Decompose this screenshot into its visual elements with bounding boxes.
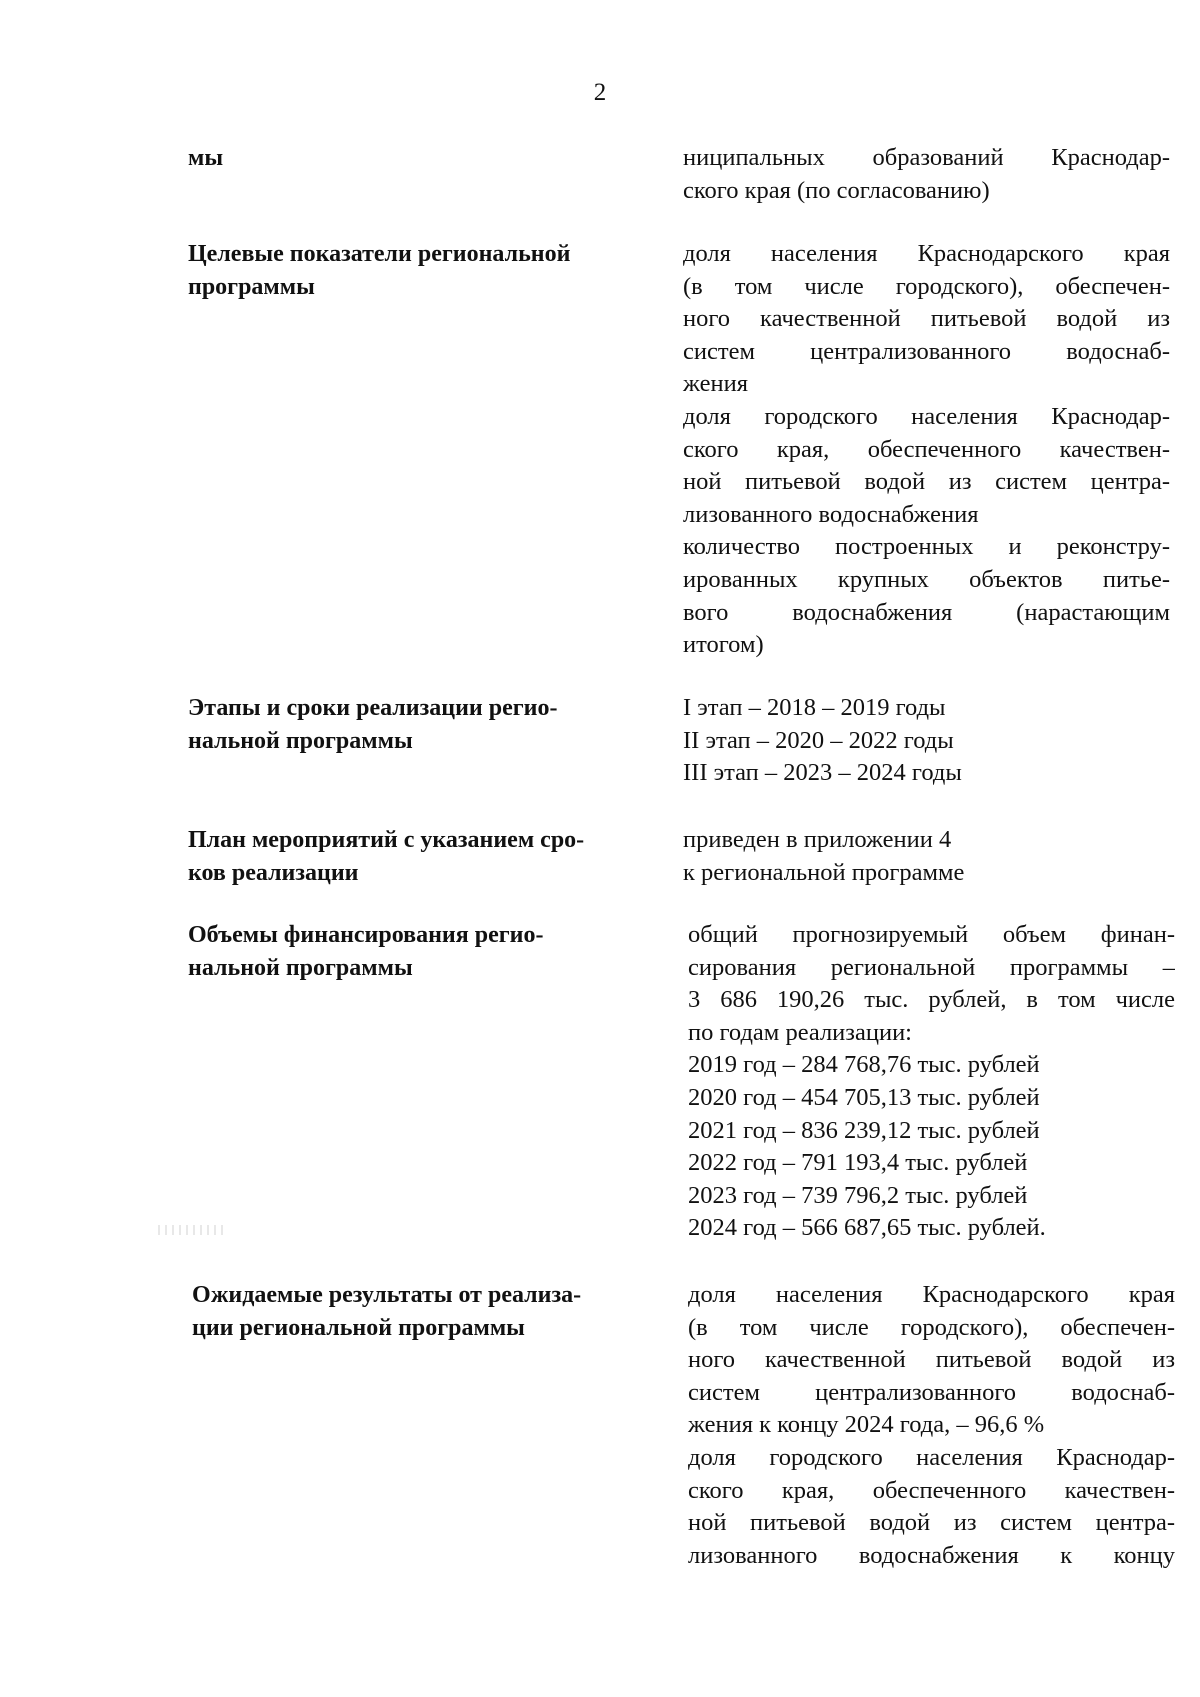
row-label-line: Ожидаемые результаты от реализа- [192,1282,582,1308]
row-label [188,692,658,757]
row-value-line: доля населения Краснодарского края [683,240,1170,267]
row-value-line: ного качественной питьевой водой из [688,1346,1175,1374]
row-value-line: к региональной программе [683,858,965,886]
row-value-line: доля городского населения Краснодар- [683,402,1170,430]
row-label-line: нальной программы [188,954,413,981]
row-label [188,238,658,303]
row-value-line: общий прогнозируемый объем финан- [688,921,1175,948]
row-value-line: ского края, обеспеченного качествен- [688,1476,1175,1504]
row-value-line: ского края, обеспеченного качествен- [683,435,1170,463]
row-value-line: лизованного водоснабжения [683,500,979,528]
row-value-line: (в том числе городского), обеспечен- [683,272,1170,300]
row-value-line: II этап – 2020 – 2022 годы [683,726,954,754]
row-value-line: 3 686 190,26 тыс. рублей, в том числе [688,986,1175,1014]
row-label-line: мы [188,145,224,171]
row-label-line: программы [188,273,315,300]
row-value-line: 2022 год – 791 193,4 тыс. рублей [688,1149,1028,1177]
row-value-line: доля населения Краснодарского края [688,1281,1175,1308]
row-value-line: систем централизованного водоснаб- [683,337,1170,365]
row-value-line: (в том числе городского), обеспечен- [688,1313,1175,1341]
row-value-line: вого водоснабжения (нарастающим [683,598,1170,626]
row-value-line: количество построенных и реконстру- [683,533,1170,561]
row-value [688,919,1175,1245]
row-label-line: нальной программы [188,727,413,754]
row-value-line: по годам реализации: [688,1018,912,1046]
row-value-line: ированных крупных объектов питье- [683,565,1170,593]
row-value-line: итогом) [683,631,764,659]
row-label [188,919,658,984]
row-value-line: сирования региональной программы – [688,953,1175,981]
row-value-line: доля городского населения Краснодар- [688,1443,1175,1471]
row-value-line: 2019 год – 284 768,76 тыс. рублей [688,1051,1040,1079]
row-value-line: систем централизованного водоснаб- [688,1378,1175,1406]
row-label [188,824,658,889]
row-label-line: Этапы и сроки реализации регио- [188,695,558,721]
row-value-line: I этап – 2018 – 2019 годы [683,694,946,721]
row-value-line: жения к концу 2024 года, – 96,6 % [688,1411,1045,1439]
row-value [683,142,1170,207]
row-value-line: приведен в приложении 4 [683,826,952,853]
row-value-line: 2023 год – 739 796,2 тыс. рублей [688,1181,1028,1209]
page-number: 2 [593,79,607,106]
row-value-line: лизованного водоснабжения к концу [688,1541,1175,1569]
row-value-line: жения [683,370,748,398]
row-label [192,1279,662,1344]
row-value-line: 2021 год – 836 239,12 тыс. рублей [688,1116,1040,1144]
row-value-line: 2024 год – 566 687,65 тыс. рублей. [688,1214,1046,1242]
row-value-line: ной питьевой водой из систем центра- [688,1509,1175,1537]
row-label-line: ков реализации [188,859,359,886]
scan-artifact [158,1225,228,1235]
row-value [683,692,1170,790]
row-label-line: План мероприятий с указанием сро- [188,827,585,853]
row-label-line: Целевые показатели региональной [188,241,571,267]
row-label-line: ции региональной программы [192,1314,525,1341]
row-label-line: Объемы финансирования регио- [188,922,544,948]
row-value-line: ного качественной питьевой водой из [683,305,1170,333]
row-value [683,238,1170,662]
row-value-line: ной питьевой водой из систем центра- [683,468,1170,496]
row-value-line: III этап – 2023 – 2024 годы [683,759,962,787]
row-value [683,824,1170,889]
row-value-line: ниципальных образований Краснодар- [683,144,1170,171]
row-label [188,142,658,175]
row-value-line: ского края (по согласованию) [683,176,990,204]
row-value-line: 2020 год – 454 705,13 тыс. рублей [688,1083,1040,1111]
row-value [688,1279,1175,1572]
